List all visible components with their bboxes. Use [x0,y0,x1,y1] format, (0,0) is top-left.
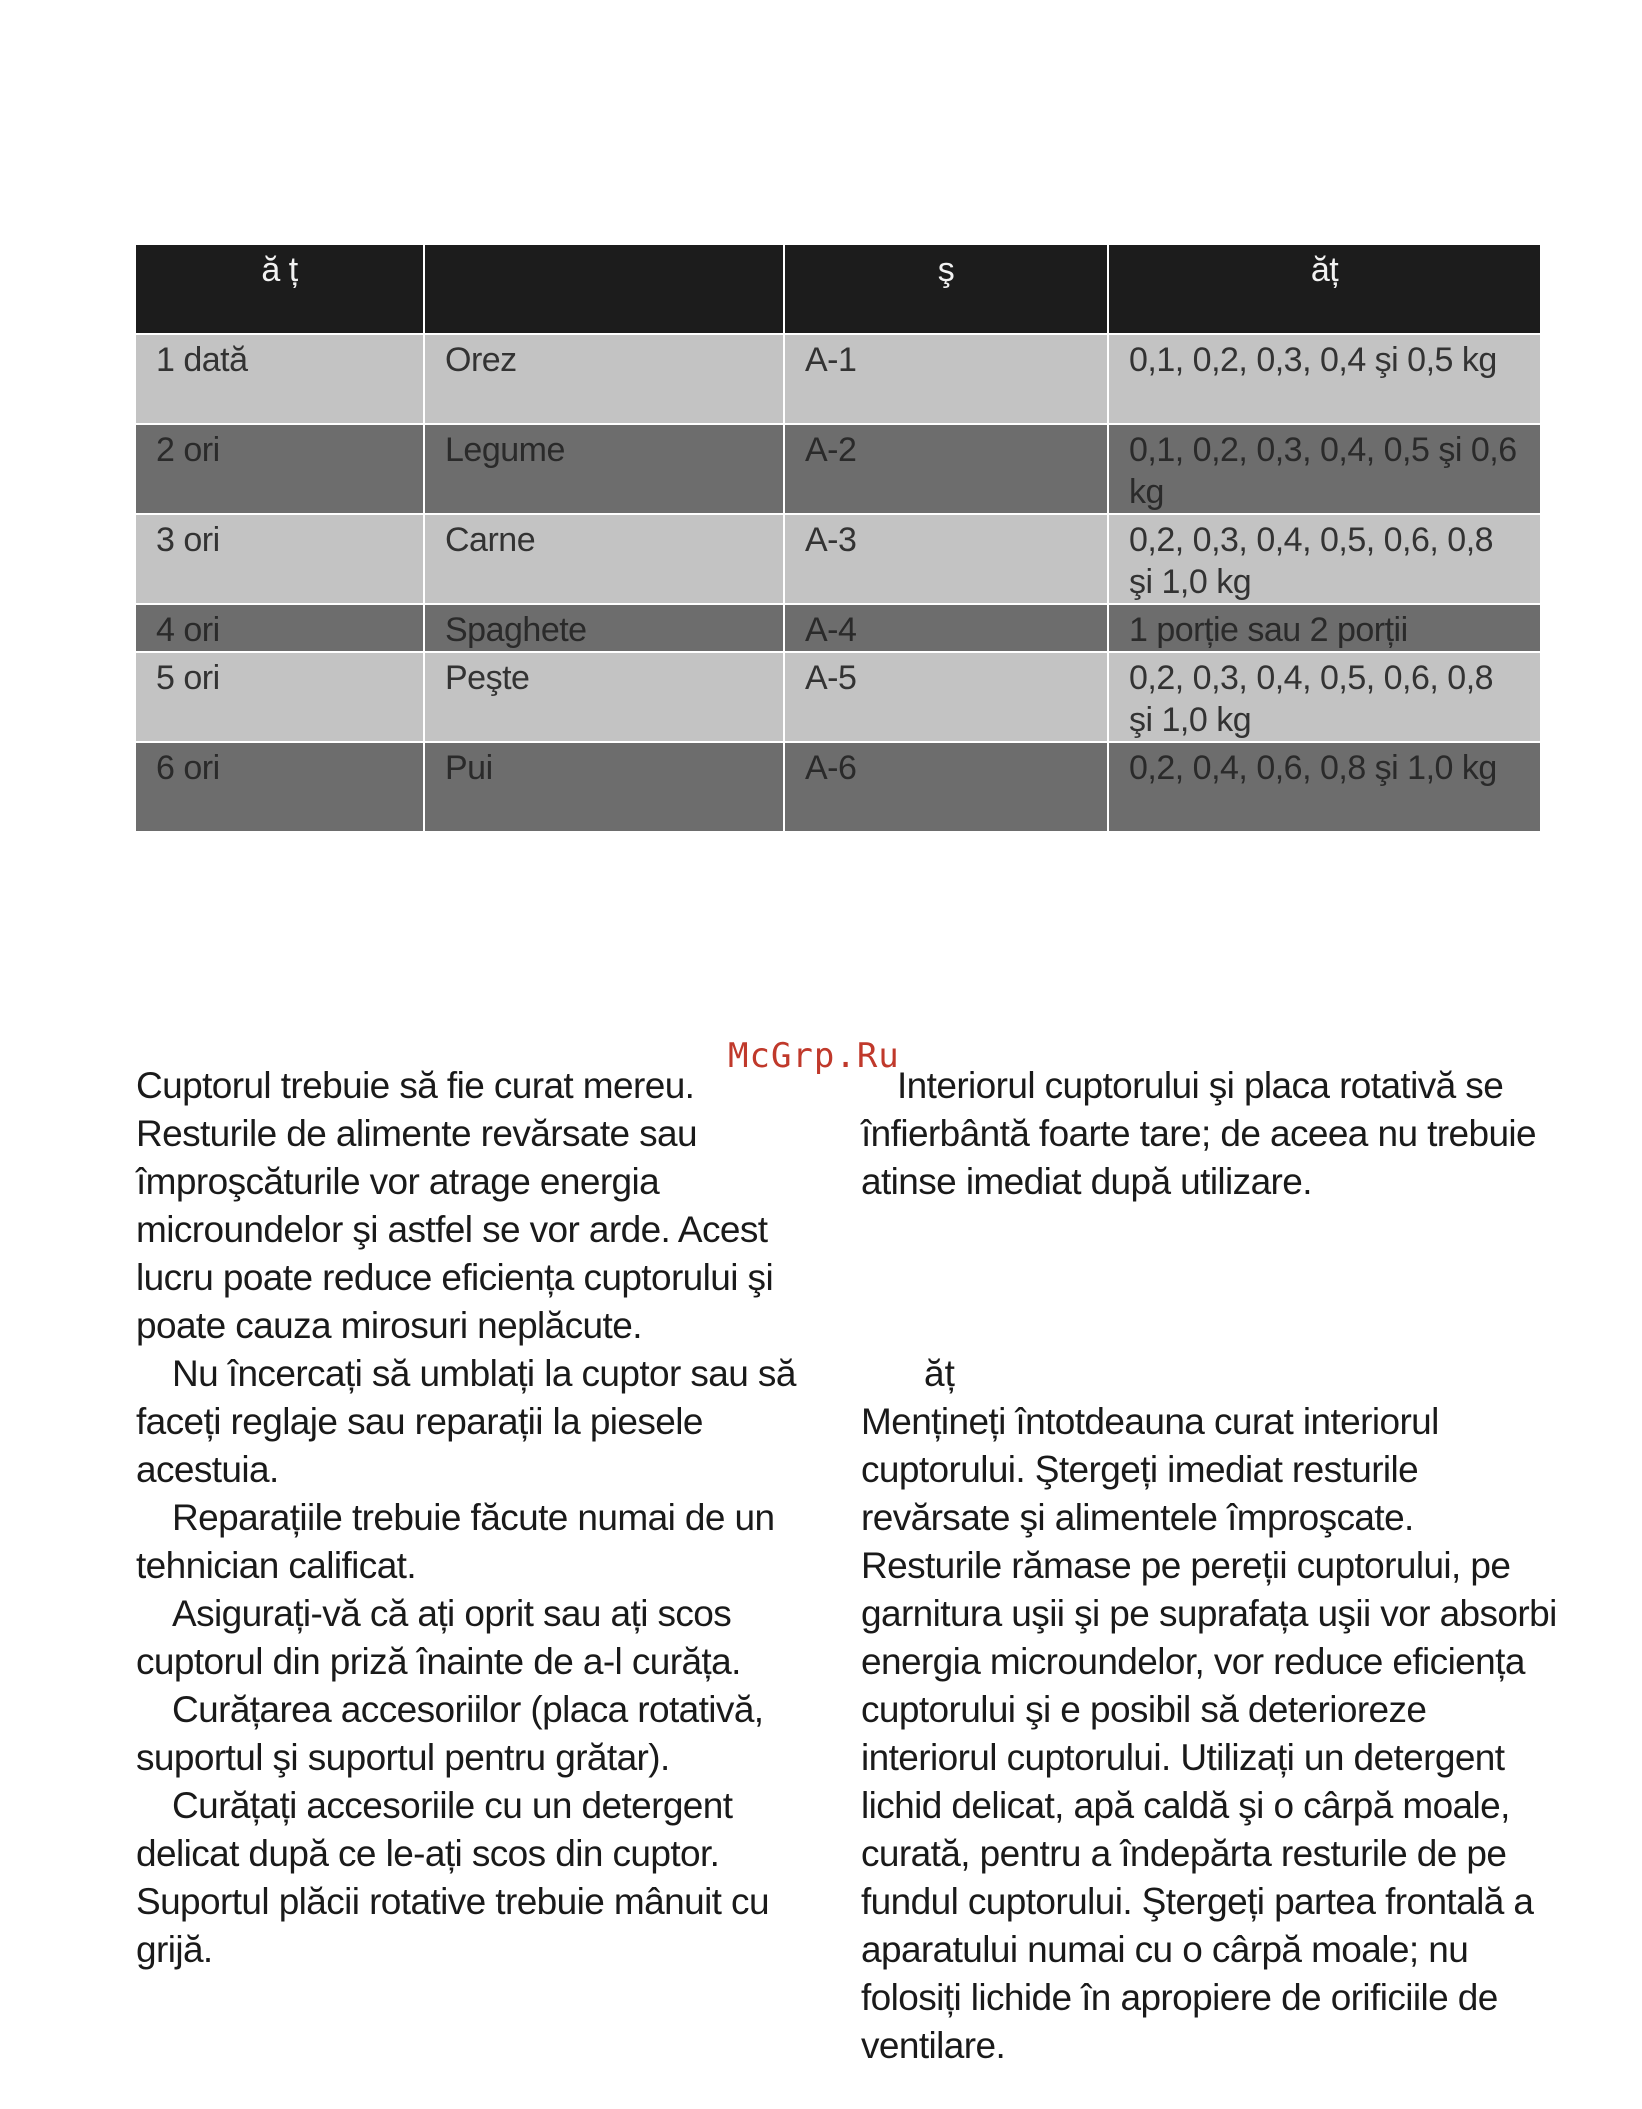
table-row [136,514,1540,604]
cell-weight: 0,2, 0,3, 0,4, 0,5, 0,6, 0,8 şi 1,0 kg [1108,652,1540,742]
paragraph-clean-always: Cuptorul trebuie să fie curat mereu. Resturile de alimente revărsate sau împroşcăturile vor atrage energia microundelor şi astfel se vor arde. Acest lucru poate reduce eficiența cuptorului şi poate cauza mirosuri neplăcute. [136,1065,774,1346]
cell-weight: 1 porție sau 2 porții [1108,604,1540,652]
paragraph-hot-warning: Interiorul cuptorului şi placa rotativă se înfierbântă foarte tare; de aceea nu trebuie atinse imediat după utilizare. [861,1065,1537,1202]
cell-weight: 0,1, 0,2, 0,3, 0,4 şi 0,5 kg [1108,334,1540,424]
header-food [424,245,784,334]
header-weight: ăț [1108,245,1540,334]
paragraph-qualified-technician: Reparațiile trebuie făcute numai de un tehnician calificat. [136,1497,775,1586]
cell-presses: 5 ori [136,652,424,742]
cell-food: Pui [424,742,784,831]
cell-presses: 4 ori [136,604,424,652]
cell-weight: 0,2, 0,4, 0,6, 0,8 şi 1,0 kg [1108,742,1540,831]
cell-food: Peşte [424,652,784,742]
table-row [136,424,1540,514]
paragraph-interior-cleaning: Mențineți întotdeauna curat interiorul cuptorului. Ştergeți imediat resturile revărsate şi alimentele împroşcate. Resturile rămase pe pereții cuptorului, pe garnitura uşii şi pe suprafața uşii vor absorbi energia microundelor, vor reduce eficiența cuptorului şi e posibil să deterioreze interiorul cuptorului. Utilizați un detergent lichid delicat, apă caldă şi o cârpă moale, curată, pentru a îndepărta resturile de pe fundul cuptorului. Ştergeți partea frontală a aparatului numai cu o cârpă moale; nu folosiți lichide în apropiere de orificiile de ventilare. [861,1401,1557,2066]
cell-code: A-4 [784,604,1108,652]
table-row [136,334,1540,424]
interior-cleaning-section [861,1398,1561,2070]
cell-code: A-1 [784,334,1108,424]
cell-food: Orez [424,334,784,424]
auto-cook-table-container [136,245,1540,831]
cell-code: A-5 [784,652,1108,742]
cell-weight: 0,1, 0,2, 0,3, 0,4, 0,5 şi 0,6 kg [1108,424,1540,514]
table-row [136,742,1540,831]
table-row [136,652,1540,742]
auto-cook-table [136,245,1540,831]
watermark-text: McGrp.Ru [728,1036,900,1076]
section-heading: ăț [924,1353,955,1394]
header-code: ş [784,245,1108,334]
cell-presses: 2 ori [136,424,424,514]
paragraph-accessories-cleaning: Curățați accesoriile cu un detergent delicat după ce le-ați scos din cuptor. Suportul plăcii rotative trebuie mânuit cu grijă. [136,1785,769,1970]
cell-presses: 6 ori [136,742,424,831]
cell-presses: 1 dată [136,334,424,424]
paragraph-no-repairs: Nu încercați să umblați la cuptor sau să faceți reglaje sau reparații la piesele acestuia. [136,1353,796,1490]
paragraph-accessories-heading: Curățarea accesoriilor (placa rotativă, suportul şi suportul pentru grătar). [136,1689,764,1778]
cell-code: A-2 [784,424,1108,514]
paragraph-unplug: Asigurați-vă că ați oprit sau ați scos cuptorul din priză înainte de a-l curăța. [136,1593,741,1682]
cell-presses: 3 ori [136,514,424,604]
table-row [136,604,1540,652]
header-presses: ă ț [136,245,424,334]
table-header-row [136,245,1540,334]
cleaning-instructions-left [136,1062,826,1974]
cell-code: A-6 [784,742,1108,831]
cell-food: Spaghete [424,604,784,652]
cell-food: Carne [424,514,784,604]
cell-weight: 0,2, 0,3, 0,4, 0,5, 0,6, 0,8 şi 1,0 kg [1108,514,1540,604]
cell-food: Legume [424,424,784,514]
cleaning-instructions-right [861,1062,1561,1206]
cell-code: A-3 [784,514,1108,604]
